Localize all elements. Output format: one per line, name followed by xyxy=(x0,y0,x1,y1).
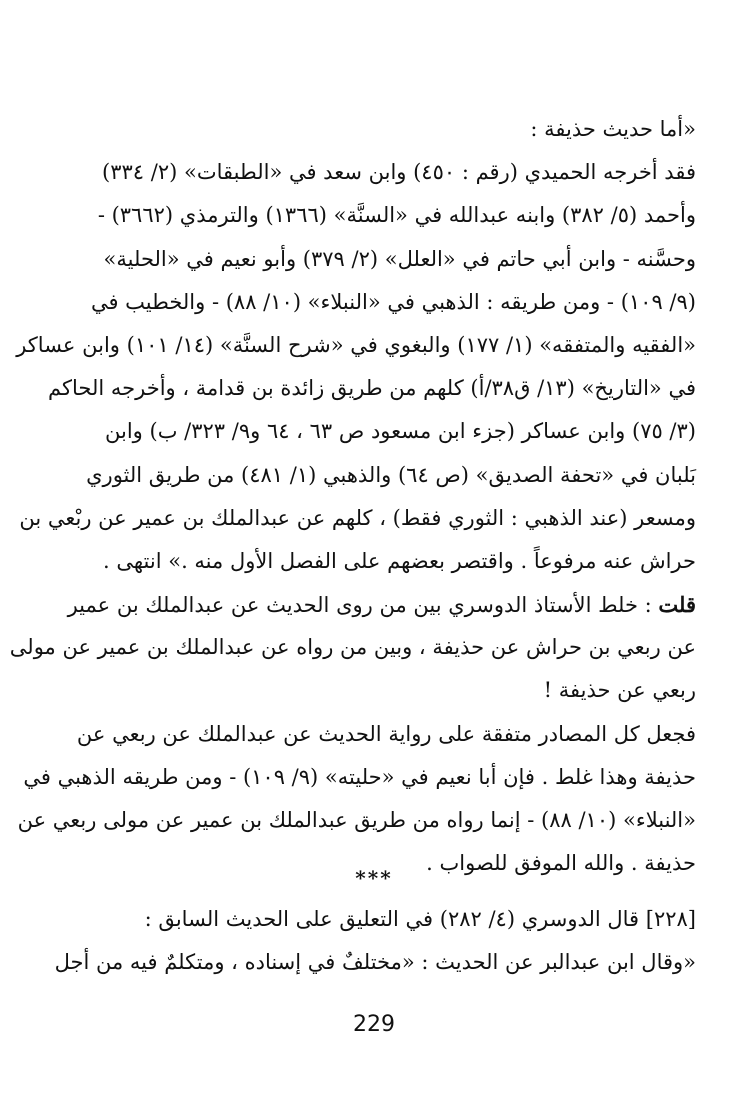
paragraph-2-line: عن ربعي بن حراش عن حذيفة ، وبين من رواه عن عبدالملك بن عمير عن مولى xyxy=(9,635,696,660)
paragraph-1-line: «الفقيه والمتفقه» (١/ ١٧٧) والبغوي في «شرح السنَّة» (١٤/ ١٠١) وابن عساكر xyxy=(16,332,696,357)
paragraph-1-line: حراش عنه مرفوعاً . واقتصر بعضهم على الفصل الأول منه .» انتهى . xyxy=(103,548,696,573)
paragraph-1-line: (٩/ ١٠٩) - ومن طريقه : الذهبي في «النبلاء» (١٠/ ٨٨) - والخطيب في xyxy=(90,289,696,314)
paragraph-1-line: في «التاريخ» (١٣/ ق٣٨/أ) كلهم من طريق زائدة بن قدامة ، وأخرجه الحاكم xyxy=(48,376,696,401)
paragraph-3-line: فجعل كل المصادر متفقة على رواية الحديث عن عبدالملك عن ربعي عن xyxy=(76,721,696,746)
paragraph-4-line: «وقال ابن عبدالبر عن الحديث : «مختلفٌ في إسناده ، ومتكلمٌ فيه من أجل xyxy=(54,950,696,975)
intro-line: «أما حديث حذيفة : xyxy=(530,117,696,141)
paragraph-1-line: فقد أخرجه الحميدي (رقم : ٤٥٠) وابن سعد في «الطبقات» (٢/ ٣٣٤) xyxy=(102,160,696,185)
paragraph-2-first-rest: : خلط الأستاذ الدوسري بين من روى الحديث عن عبدالملك بن عمير xyxy=(67,593,659,618)
next-section xyxy=(54,898,696,984)
document-body xyxy=(9,108,696,885)
paragraph-4-line: [٢٢٨] قال الدوسري (٤/ ٢٨٢) في التعليق على الحديث السابق : xyxy=(144,907,696,931)
page-number: 229 xyxy=(353,1012,395,1037)
paragraph-2-line: ربعي عن حذيفة ! xyxy=(543,678,696,703)
section-separator: *** xyxy=(355,866,393,890)
paragraph-1-line: ومسعر (عند الذهبي : الثوري فقط) ، كلهم عن عبدالملك بن عمير عن ربْعي بن xyxy=(19,505,696,530)
paragraph-3-line: حذيفة وهذا غلط . فإن أبا نعيم في «حليته» (٩/ ١٠٩) - ومن طريقه الذهبي في xyxy=(23,764,696,789)
paragraph-1-line: وأحمد (٥/ ٣٨٢) وابنه عبدالله في «السنَّة» (١٣٦٦) والترمذي (٣٦٦٢) - xyxy=(97,203,696,228)
paragraph-3-line: «النبلاء» (١٠/ ٨٨) - إنما رواه من طريق عبدالملك بن عمير عن مولى ربعي عن xyxy=(17,808,696,832)
paragraph-1-line: بَلبان في «تحفة الصديق» (ص ٦٤) والذهبي (١/ ٤٨١) من طريق الثوري xyxy=(86,462,696,487)
paragraph-2-first-line xyxy=(67,583,696,626)
paragraph-2-label: قلت xyxy=(658,592,696,618)
paragraph-1-line: (٣/ ٧٥) وابن عساكر (جزء ابن مسعود ص ٦٣ ، ٦٤ و٩/ ٣٢٣/ ب) وابن xyxy=(105,419,696,444)
paragraph-1-line: وحسَّنه - وابن أبي حاتم في «العلل» (٢/ ٣٧٩) وأبو نعيم في «الحلية» xyxy=(103,246,696,271)
paragraph-3-line: حذيفة . والله الموفق للصواب . xyxy=(426,851,696,876)
